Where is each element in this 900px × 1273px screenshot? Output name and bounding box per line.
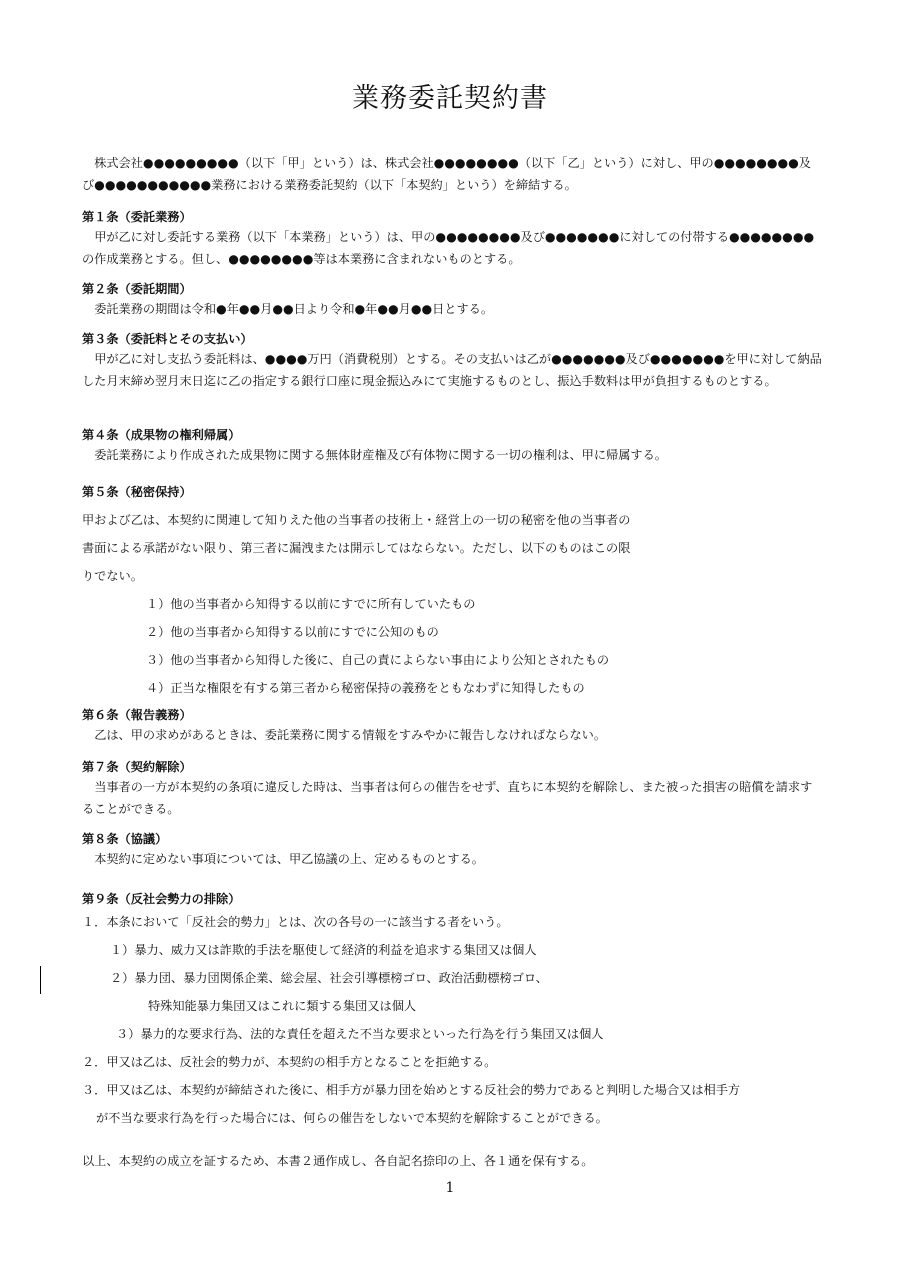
article-9-clause-3-cont: が不当な要求行為を行った場合には、何らの催告をしないで本契約を解除することができる。: [96, 1111, 608, 1125]
article-9-clause-1: １．本条において「反社会的勢力」とは、次の各号の一に該当する者をいう。: [82, 915, 509, 929]
article-7-heading: 第７条（契約解除）: [82, 760, 192, 774]
article-4-heading: 第４条（成果物の権利帰属）: [82, 428, 241, 442]
article-1-text: 甲が乙に対し委託する業務（以下「本業務」という）は、甲の●●●●●●●●及び●●●●●●●に対しての付帯する●●●●●●●●の作成業務とする。但し、●●●●●●●●等は本業務に含まれないものとする。: [82, 230, 815, 266]
article-5-list: [82, 590, 822, 702]
preamble: 株式会社●●●●●●●●●（以下「甲」という）は、株式会社●●●●●●●●（以下「乙」という）に対し、甲の●●●●●●●●及び●●●●●●●●●●●業務における業務委託契約（以下「本契約」という）を締結する。: [82, 156, 811, 192]
closing-statement: 以上、本契約の成立を証するため、本書２通作成し、各自記名捺印の上、各１通を保有する。: [82, 1154, 594, 1168]
article-7: [82, 758, 822, 820]
article-5-heading: 第５条（秘密保持）: [82, 485, 192, 499]
article-9-subitem: １）暴力、威力又は詐欺的手法を駆使して経済的利益を追求する集団又は個人: [110, 943, 537, 957]
article-5-line: りでない。: [82, 569, 143, 583]
article-9-clause-3: ３．甲又は乙は、本契約が締結された後に、相手方が暴力団を始めとする反社会的勢力であると判明した場合又は相手方: [82, 1083, 741, 1097]
article-9-subitem: ３）暴力的な要求行為、法的な責任を超えた不当な要求といった行為を行う集団又は個人: [116, 1027, 604, 1041]
article-2-heading: 第２条（委託期間）: [82, 282, 192, 296]
article-5-item: ４）正当な権限を有する第三者から秘密保持の義務をともなわずに知得したもの: [146, 681, 585, 695]
article-5-item: １）他の当事者から知得する以前にすでに所有していたもの: [146, 597, 476, 611]
article-6-text: 乙は、甲の求めがあるときは、委託業務に関する情報をすみやかに報告しなければならない。: [94, 728, 607, 742]
article-8-heading: 第８条（協議）: [82, 832, 168, 846]
article-7-text: 当事者の一方が本契約の条項に違反した時は、当事者は何らの催告をせず、直ちに本契約を解除し、また被った損害の賠償を請求することができる。: [82, 780, 813, 816]
text-cursor: [40, 966, 41, 994]
document-title: 業務委託契約書: [352, 83, 548, 114]
article-9-subitem: ２）暴力団、暴力団関係企業、総会屋、社会引導標榜ゴロ、政治活動標榜ゴロ、: [110, 971, 548, 985]
article-5-item: ２）他の当事者から知得する以前にすでに公知のもの: [146, 625, 439, 639]
article-9-subitem-cont: 特殊知能暴力集団又はこれに類する集団又は個人: [148, 999, 417, 1013]
article-3-heading: 第３条（委託料とその支払い）: [82, 332, 253, 346]
article-5: [82, 478, 822, 702]
article-9-heading: 第９条（反社会勢力の排除）: [82, 892, 241, 906]
article-2-text: 委託業務の期間は令和●年●●月●●日より令和●年●●月●●日とする。: [94, 302, 494, 316]
article-4: [82, 426, 822, 466]
article-8-text: 本契約に定めない事項については、甲乙協議の上、定めるものとする。: [94, 852, 484, 866]
article-9: [82, 890, 822, 1132]
article-3-text: 甲が乙に対し支払う委託料は、●●●●万円（消費税別）とする。その支払いは乙が●●●●●●●及び●●●●●●●を甲に対して納品した月末締め翌月末日迄に乙の指定する銀行口座に現金振込みにて実施するものとし、振込手数料は甲が負担するものとする。: [82, 352, 822, 388]
article-9-clause-2: ２．甲又は乙は、反社会的勢力が、本契約の相手方となることを拒絶する。: [82, 1055, 497, 1069]
article-2: [82, 280, 822, 320]
article-6: [82, 706, 822, 746]
article-6-heading: 第６条（報告義務）: [82, 708, 192, 722]
article-1-heading: 第１条（委託業務）: [82, 210, 192, 224]
article-1: [82, 208, 822, 270]
article-5-line: 甲および乙は、本契約に関連して知りえた他の当事者の技術上・経営上の一切の秘密を他の当事者の: [82, 513, 631, 527]
article-3: [82, 330, 822, 392]
article-5-item: ３）他の当事者から知得した後に、自己の責によらない事由により公知とされたもの: [146, 653, 610, 667]
article-5-line: 書面による承諾がない限り、第三者に漏洩または開示してはならない。ただし、以下のものはこの限: [82, 541, 631, 555]
article-8: [82, 830, 822, 870]
page-number: 1: [445, 1180, 455, 1196]
article-4-text: 委託業務により作成された成果物に関する無体財産権及び有体物に関する一切の権利は、甲に帰属する。: [94, 448, 667, 462]
